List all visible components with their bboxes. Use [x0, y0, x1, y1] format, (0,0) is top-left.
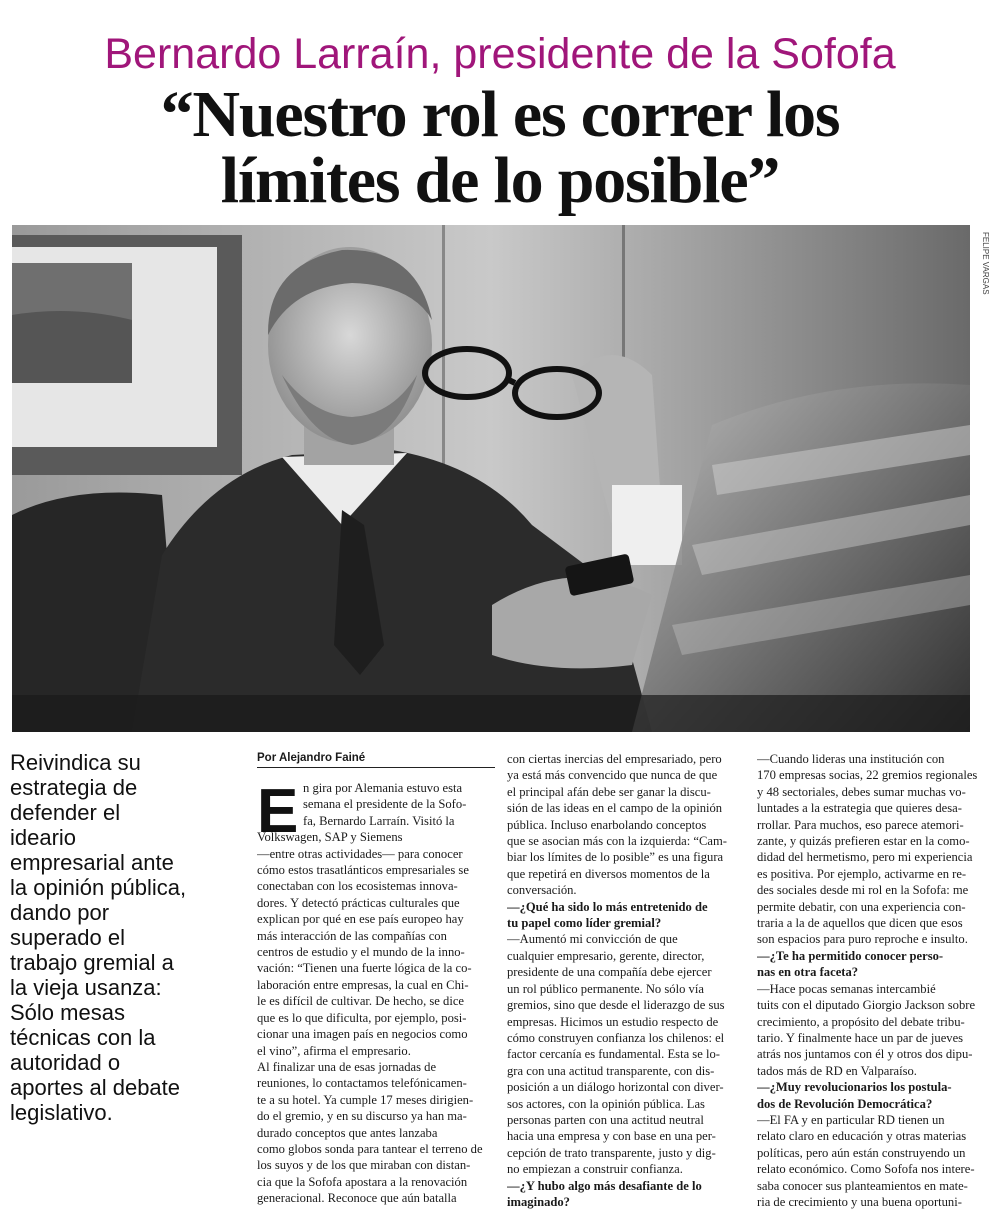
article-line: —¿Te ha permitido conocer perso- — [757, 948, 944, 963]
article-line: es positiva. Por ejemplo, activarme en re- — [757, 866, 967, 881]
article-line: nas en otra faceta? — [757, 965, 859, 980]
article-line: dos de Revolución Democrática? — [757, 1096, 933, 1111]
drop-cap: E — [257, 777, 299, 846]
article-line: rrollar. Para muchos, eso parece atemori- — [757, 817, 964, 832]
article-line: con ciertas inercias del empresariado, pero — [507, 752, 722, 766]
article-line: sos actores, con la opinión pública. Las — [507, 1096, 705, 1111]
article-line: que es lo que dificulta, por ejemplo, posi- — [257, 1010, 467, 1025]
lede-line: dando por — [10, 900, 110, 925]
article-line: —¿Muy revolucionarios los postula- — [757, 1080, 952, 1095]
article-line: luntades a la estrategia que quieres desa- — [757, 801, 962, 816]
article-line: políticas, pero aún están construyendo un — [757, 1145, 966, 1160]
article-line: atrás nos juntamos con él y otros dos dipu- — [757, 1047, 973, 1062]
article-line: más interacción de las compañías con — [257, 928, 447, 943]
article-line: posición a un diálogo horizontal con diver- — [507, 1080, 724, 1095]
headline-line-2: límites de lo posible” — [220, 144, 780, 217]
article-line: permite debatir, con una experiencia con- — [757, 899, 966, 914]
portrait-photo — [12, 225, 970, 732]
article-line: presidente de una compañía debe ejercer — [507, 965, 712, 980]
article-line: los suyos y de los que miraban con distan- — [257, 1158, 471, 1173]
article-line: generacional. Reconoce que aún batalla — [257, 1191, 457, 1206]
article-line: tu papel como líder gremial? — [507, 916, 662, 931]
section-kicker: Bernardo Larraín, presidente de la Sofofa — [104, 30, 896, 78]
article-line: traria a la de aquellos que dicen que esos — [757, 916, 963, 931]
article-line: gra con una actitud transparente, con dis- — [507, 1063, 715, 1078]
article-column-2 — [507, 751, 745, 1210]
article-line: ya está más convencido que nunca de que — [507, 768, 718, 783]
article-line: didad del hermetismo, pero mi experiencia — [757, 850, 973, 865]
article-line: —¿Qué ha sido lo más entretenido de — [507, 899, 708, 914]
photo-credit — [974, 232, 998, 322]
article-line: hacia una empresa y con base en una per- — [507, 1129, 716, 1144]
lede-line: la opinión pública, — [10, 875, 187, 900]
lede-line: estrategia de — [10, 775, 138, 800]
article-line: empresas. Hicimos un estudio respecto de — [507, 1014, 719, 1029]
article-line: el principal afán debe ser ganar la discu- — [507, 784, 711, 799]
lede-line: superado el — [10, 925, 125, 950]
article-line: que repetirá en diversos momentos de la — [507, 866, 710, 881]
article-line: —¿Y hubo algo más desafiante de lo — [507, 1178, 702, 1193]
article-line: semana el presidente de la Sofo- — [303, 797, 467, 812]
article-line: conectaban con los ecosistemas innova- — [257, 879, 458, 894]
article-line: un rol público permanente. No sólo vía — [507, 981, 704, 996]
article-line: que se asocian más con la izquierda: “Cam- — [507, 834, 727, 849]
article-line: reuniones, lo contactamos telefónicamen- — [257, 1076, 467, 1091]
article-line: cepción de trato transparente, justo y dig- — [507, 1145, 716, 1160]
article-line: cualquier empresario, gerente, director, — [507, 948, 705, 963]
article-line: do el gremio, y en su discurso ya han ma- — [257, 1109, 467, 1124]
article-line: sión de las ideas en el campo de la opinión — [507, 801, 723, 816]
article-line: relato económico. Como Sofofa nos intere- — [757, 1162, 975, 1177]
lede-line: Reivindica su — [10, 750, 141, 775]
lede-line: ideario — [10, 825, 77, 850]
article-line: —Cuando lideras una institución con — [757, 752, 945, 766]
lede-line: Sólo mesas — [10, 1000, 125, 1025]
article-line: cómo construyen confianza los chilenos: el — [507, 1030, 725, 1045]
article-line: cionar una imagen país en negocios como — [257, 1027, 468, 1042]
article-line: cómo estos trasatlánticos empresariales se — [257, 863, 469, 878]
article-line: le es difícil de cultivar. De hecho, se dice — [257, 994, 465, 1009]
article-line: n gira por Alemania estuvo esta — [303, 781, 463, 795]
headline — [0, 78, 1000, 217]
article-line: cia que la Sofofa apostara a la renovación — [257, 1174, 468, 1189]
article-line: —Hace pocas semanas intercambié — [757, 981, 936, 996]
article-line: fa, Bernardo Larraín. Visitó la — [303, 813, 455, 828]
lede-line: trabajo gremial a — [10, 950, 174, 975]
article-line: y 48 sectoriales, debes sumar muchas vo- — [757, 784, 966, 799]
article-line: el vino”, afirma el empresario. — [257, 1043, 411, 1058]
lede-line: autoridad o — [10, 1050, 121, 1075]
article-line: tuits con el diputado Giorgio Jackson sobre — [757, 998, 976, 1013]
lede-line: empresarial ante — [10, 850, 174, 875]
headline-line-1: “Nuestro rol es correr los — [160, 78, 840, 151]
article-line: pública. Incluso enarbolando conceptos — [507, 817, 707, 832]
article-column-3 — [757, 751, 995, 1210]
article-line: relato claro en educación y otras materias — [757, 1129, 967, 1144]
article-line: tario. Y finalmente hace un par de jueves — [757, 1030, 964, 1045]
article-line: laboración entre empresas, la cual en Chi- — [257, 977, 469, 992]
lede-summary — [10, 750, 230, 1125]
article-line: te a su hotel. Ya cumple 17 meses dirigien- — [257, 1092, 474, 1107]
portrait-illustration — [12, 225, 970, 732]
article-line: —Aumentó mi convicción de que — [507, 932, 678, 947]
article-column-1 — [257, 777, 495, 1207]
article-line: gremios, sino que desde el liderazgo de sus — [507, 998, 725, 1013]
article-line: 170 empresas socias, 22 gremios regionales — [757, 768, 978, 783]
article-line: como globos sonda para tantear el terreno de — [257, 1141, 483, 1156]
article-line: biar los límites de lo posible” es una figura — [507, 850, 724, 865]
lede-line: la vieja usanza: — [10, 975, 162, 1000]
article-line: imaginado? — [507, 1194, 570, 1209]
lede-line: aportes al debate — [10, 1075, 181, 1100]
lede-line: legislativo. — [10, 1100, 113, 1125]
article-line: Volkswagen, SAP y Siemens — [257, 830, 403, 845]
lede-line: defender el — [10, 800, 121, 825]
article-line: Al finalizar una de esas jornadas de — [257, 1059, 437, 1074]
article-line: conversación. — [507, 883, 577, 898]
article-line: zante, y quizás prefieren estar en la como- — [757, 834, 970, 849]
article-line: —entre otras actividades— para conocer — [257, 846, 463, 861]
article-line: tados más de RD en Valparaíso. — [757, 1063, 917, 1078]
article-line: factor cercanía es fundamental. Esta se lo- — [507, 1047, 720, 1062]
byline: Por Alejandro Fainé — [257, 752, 495, 768]
article-line: des sociales desde mi rol en la Sofofa: me — [757, 883, 969, 898]
article-line: ria de crecimiento y una buena oportuni- — [757, 1194, 962, 1209]
article-line: —El FA y en particular RD tienen un — [757, 1112, 945, 1127]
article-line: personas parten con una actitud neutral — [507, 1112, 704, 1127]
article-line: explican por qué en ese país europeo hay — [257, 912, 464, 927]
article-line: vación: “Tienen una fuerte lógica de la co- — [257, 961, 472, 976]
article-line: crecimiento, a propósito del debate tribu- — [757, 1014, 965, 1029]
article-line: centros de estudio y el mundo de la inno- — [257, 945, 465, 960]
photo-credit-text: FELIPE VARGAS — [981, 232, 990, 295]
article-line: saba conocer sus planteamientos en mate- — [757, 1178, 968, 1193]
article-line: son espacios para puro reproche e insulto. — [757, 932, 968, 947]
article-line: no empiezan a construir confianza. — [507, 1162, 683, 1177]
lede-line: técnicas con la — [10, 1025, 156, 1050]
article-line: dores. Y detectó prácticas culturales que — [257, 895, 460, 910]
article-line: durado conceptos que antes lanzaba — [257, 1125, 438, 1140]
